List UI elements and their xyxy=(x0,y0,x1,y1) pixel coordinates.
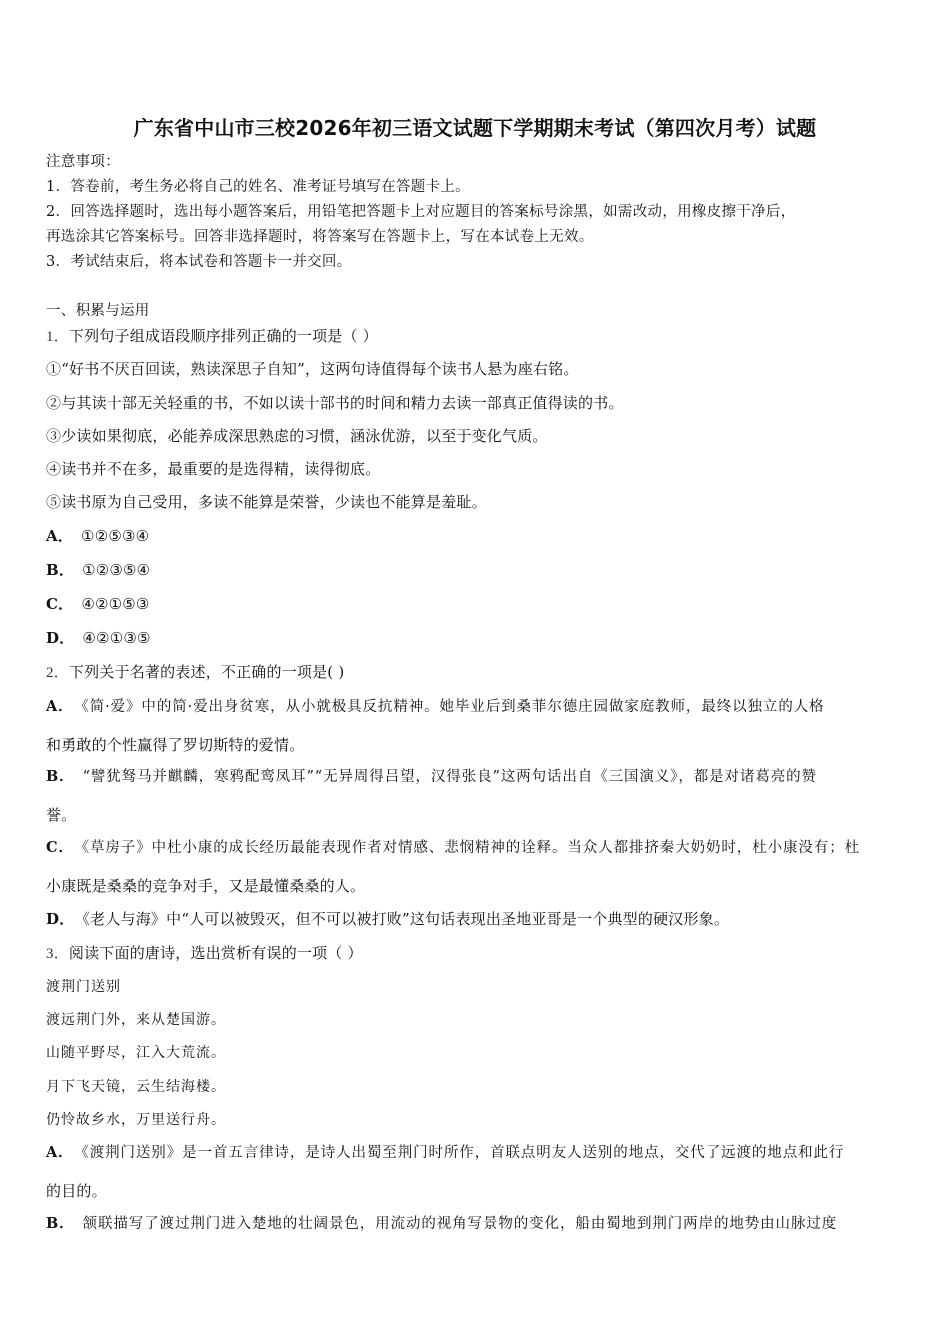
option-text: 颔联描写了渡过荆门进入楚地的壮阔景色，用流动的视角写景物的变化，船由蜀地到荆门两岸的地势由山脉过度 xyxy=(82,1216,838,1232)
option-a[interactable] xyxy=(46,697,825,717)
option-label: B． xyxy=(46,561,75,579)
sentence: ②与其读十部无关轻重的书，不如以读十部书的时间和精力去读一部真正值得读的书。 xyxy=(46,394,624,412)
option-label: C． xyxy=(46,595,74,613)
option-label: A． xyxy=(46,1144,74,1161)
option-text: 《简·爱》中的简·爱出身贫寒，从小就极具反抗精神。她毕业后到桑菲尔德庄园做家庭教师，最终以独立的人格 xyxy=(81,699,825,715)
question-number: 1． xyxy=(46,329,69,345)
option-text-continued: 和勇敢的个性赢得了罗切斯特的爱情。 xyxy=(46,736,305,754)
option-label: C． xyxy=(46,839,74,856)
question-text: 阅读下面的唐诗，选出赏析有误的一项（ ） xyxy=(68,944,363,962)
question-3-stem xyxy=(46,943,363,964)
poem-line: 仍怜故乡水，万里送行舟。 xyxy=(46,1112,226,1128)
option-text: ①②③⑤④ xyxy=(82,561,151,579)
option-text: 《渡荆门送别》是一首五言律诗，是诗人出蜀至荆门时所作，首联点明友人送别的地点，交代了远渡的地点和此行 xyxy=(81,1145,845,1161)
option-c[interactable] xyxy=(46,838,860,858)
option-text-continued: 誉。 xyxy=(46,806,77,824)
sentence: ①“好书不厌百回读，熟读深思子自知”，这两句诗值得每个读书人悬为座右铭。 xyxy=(46,360,579,378)
poem-title: 渡荆门送别 xyxy=(46,979,121,995)
option-text: 《老人与海》中“人可以被毁灭，但不可以被打败”这句话表现出圣地亚哥是一个典型的硬汉形象。 xyxy=(82,910,730,928)
option-text: ④②①③⑤ xyxy=(82,629,151,647)
option-b[interactable] xyxy=(46,560,150,580)
notice-heading: 注意事项： xyxy=(46,154,120,170)
poem-line: 月下飞天镜，云生结海楼。 xyxy=(46,1079,226,1095)
option-label: A． xyxy=(46,698,74,715)
option-b[interactable] xyxy=(46,1214,837,1234)
sentence: ⑤读书原为自己受用，多读不能算是荣誉，少读也不能算是羞耻。 xyxy=(46,493,487,511)
option-text-continued: 小康既是桑桑的竞争对手，又是最懂桑桑的人。 xyxy=(46,877,366,895)
option-label: D． xyxy=(46,629,75,647)
question-1-stem xyxy=(46,326,378,347)
option-label: D． xyxy=(46,910,75,928)
option-label: A． xyxy=(46,527,74,545)
notice-line: 1．答卷前，考生务必将自己的姓名、准考证号填写在答题卡上。 xyxy=(46,179,470,195)
sentence: ③少读如果彻底，必能养成深思熟虑的习惯，涵泳优游，以至于变化气质。 xyxy=(46,427,548,445)
option-text: 《草房子》中杜小康的成长经历最能表现作者对情感、悲悯精神的诠释。当众人都排挤秦大奶奶时，杜小康没有；杜 xyxy=(81,840,860,856)
page-title: 广东省中山市三校2026年初三语文试题下学期期末考试（第四次月考）试题 xyxy=(133,116,817,140)
notice-line: 3．考试结束后，将本试卷和答题卡一并交回。 xyxy=(46,254,352,270)
option-text: “譬犹驽马并麒麟，寒鸦配鸾凤耳”“无异周得吕望，汉得张良”这两句话出自《三国演义》，都是对诸葛亮的赞 xyxy=(82,769,817,785)
option-d[interactable] xyxy=(46,909,729,929)
question-number: 2． xyxy=(46,665,69,681)
option-text: ④②①⑤③ xyxy=(81,595,150,613)
notice-line: 再选涂其它答案标号。回答非选择题时，将答案写在答题卡上，写在本试卷上无效。 xyxy=(46,229,594,245)
option-text: ①②⑤③④ xyxy=(81,527,150,545)
option-text-continued: 的目的。 xyxy=(46,1182,107,1200)
question-text: 下列关于名著的表述，不正确的一项是( ) xyxy=(68,663,345,681)
option-a[interactable] xyxy=(46,526,149,546)
option-b[interactable] xyxy=(46,767,817,787)
sentence: ④读书并不在多，最重要的是选得精，读得彻底。 xyxy=(46,460,381,478)
option-label: B． xyxy=(46,1215,75,1232)
option-label: B． xyxy=(46,768,75,785)
section-heading: 一、积累与运用 xyxy=(46,303,150,319)
option-a[interactable] xyxy=(46,1143,844,1163)
poem-line: 渡远荆门外，来从楚国游。 xyxy=(46,1012,226,1028)
question-2-stem xyxy=(46,662,344,683)
notice-line: 2．回答选择题时，选出每小题答案后，用铅笔把答题卡上对应题目的答案标号涂黑，如需改动，用橡皮擦干净后， xyxy=(46,204,796,220)
question-text: 下列句子组成语段顺序排列正确的一项是（ ） xyxy=(68,327,378,345)
question-number: 3． xyxy=(46,946,69,962)
option-d[interactable] xyxy=(46,628,151,648)
poem-line: 山随平野尽，江入大荒流。 xyxy=(46,1045,226,1061)
option-c[interactable] xyxy=(46,594,150,614)
